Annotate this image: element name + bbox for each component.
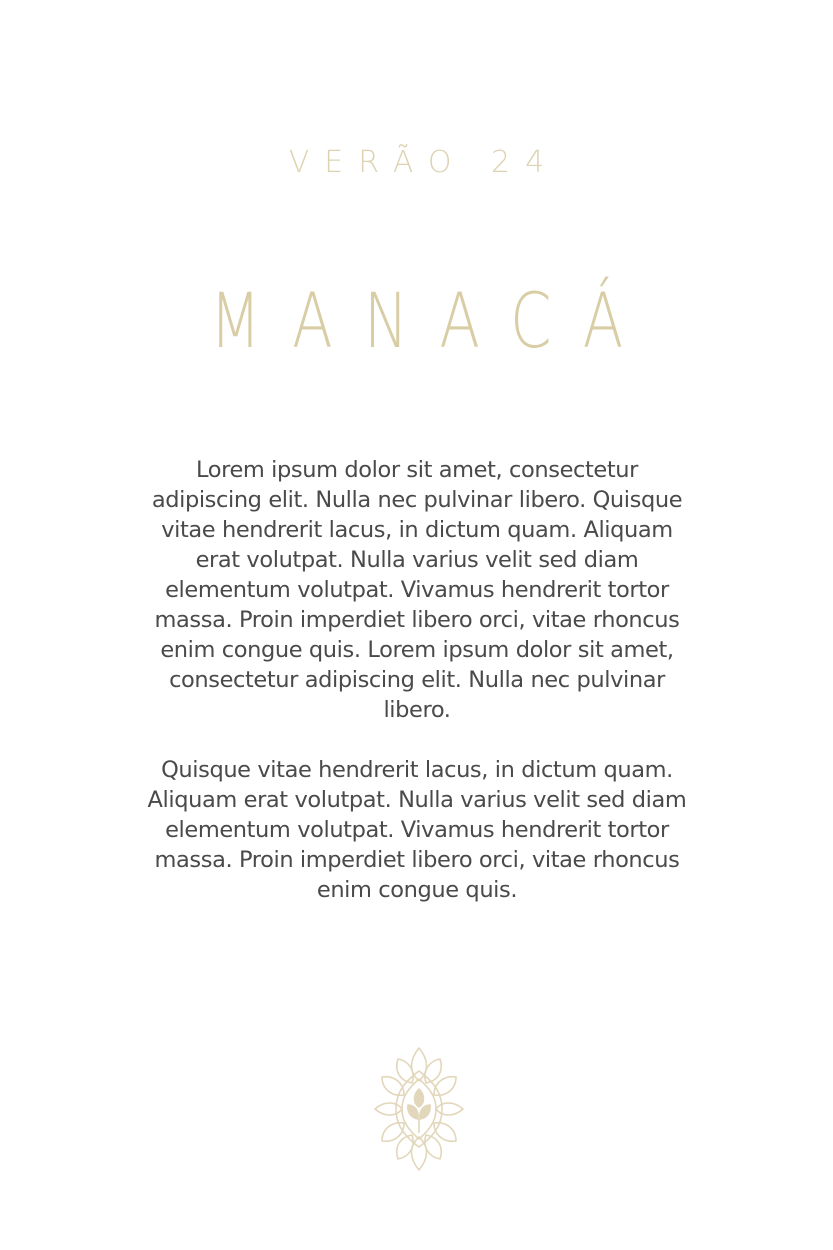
body-text (146, 455, 688, 935)
season-label: VERÃO 24 (288, 145, 560, 180)
paragraph-2: Quisque vitae hendrerit lacus, in dictum quam. Aliquam erat volutpat. Nulla varius velit sed diam elementum volutpat. Vivamus hendrerit tortor massa. Proin imperdiet libero orci, vitae rhoncus enim congue quis. (147, 757, 687, 903)
flower-emblem-icon (372, 1045, 466, 1173)
paragraph-1: Lorem ipsum dolor sit amet, consectetur adipiscing elit. Nulla nec pulvinar libero. Quisque vitae hendrerit lacus, in dictum quam. Aliquam erat volutpat. Nulla varius velit sed diam elementum volutpat. Vivamus hendrerit tortor massa. Proin imperdiet libero orci, vitae rhoncus enim congue quis. Lorem ipsum dolor sit amet, consectetur adipiscing elit. Nulla nec pulvinar libero. (151, 457, 683, 723)
page-title: MANACÁ (209, 276, 655, 365)
